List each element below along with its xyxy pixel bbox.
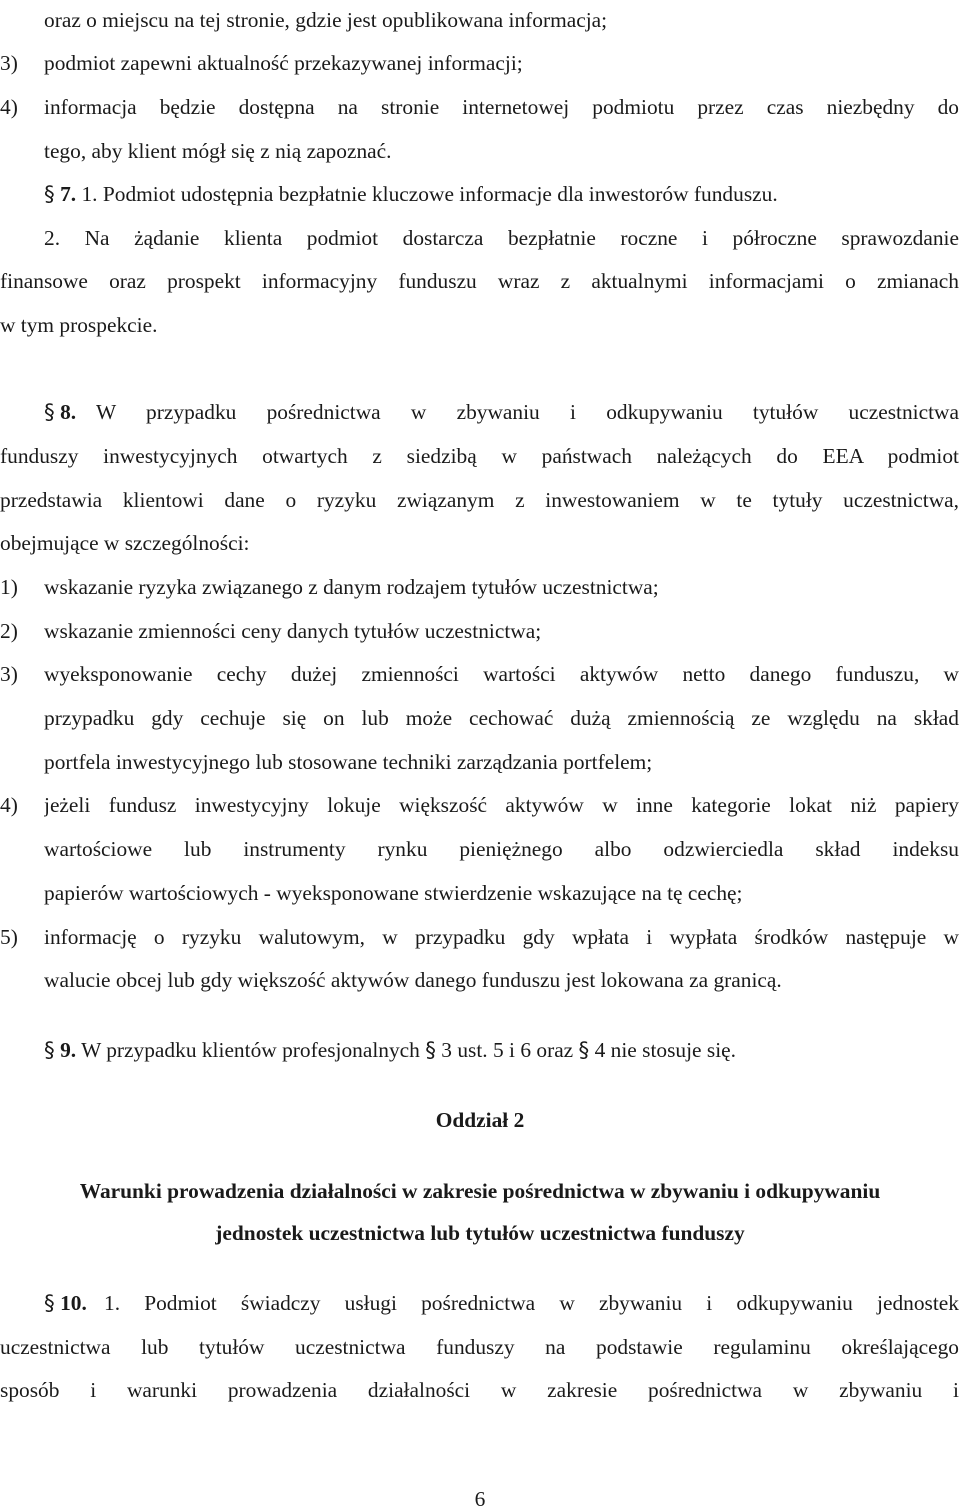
list-item-text: wskazanie ryzyka związanego z danym rodzajem tytułów uczestnictwa; xyxy=(44,575,659,599)
paragraph-text: 3 ust. 5 i 6 oraz xyxy=(441,1038,574,1062)
section-heading-8 xyxy=(44,399,76,425)
list-number: 5) xyxy=(0,925,18,949)
list-number: 4) xyxy=(0,95,18,119)
text-line: uczestnictwa lub tytułów uczestnictwa funduszy na podstawie regulaminu określającego xyxy=(0,1335,959,1359)
section-number: 7. xyxy=(60,182,77,206)
paragraph-text: 4 nie stosuje się. xyxy=(594,1038,737,1062)
text-line: sposób i warunki prowadzenia działalności w zakresie pośrednictwa w zbywaniu i xyxy=(0,1378,959,1402)
text-line: obejmujące w szczególności: xyxy=(0,531,250,555)
text-line: 1. Podmiot świadczy usługi pośrednictwa w zbywaniu i odkupywaniu jednostek xyxy=(104,1291,959,1315)
list-item-text: tego, aby klient mógł się z nią zapoznać. xyxy=(44,139,392,163)
list-item-text: jeżeli fundusz inwestycyjny lokuje większość aktywów w inne kategorie lokat niż papiery xyxy=(44,793,959,817)
text-line: 2. Na żądanie klienta podmiot dostarcza bezpłatnie roczne i półroczne sprawozdanie xyxy=(44,226,959,250)
list-item-text: walucie obcej lub gdy większość aktywów danego funduszu jest lokowana za granicą. xyxy=(44,968,782,992)
list-item-text: portfela inwestycyjnego lub stosowane techniki zarządzania portfelem; xyxy=(44,750,653,774)
section-heading-10 xyxy=(44,1290,87,1316)
section-sign-icon: § xyxy=(44,182,55,207)
section-number: 9. xyxy=(60,1038,77,1062)
section-sign-icon: § xyxy=(44,1291,55,1316)
list-item-text: informację o ryzyku walutowym, w przypadku gdy wpłata i wypłata środków następuje w xyxy=(44,925,959,949)
section-sign-icon: § xyxy=(44,400,55,425)
paragraph-7-line1 xyxy=(44,181,778,207)
paragraph-text: W przypadku klientów profesjonalnych xyxy=(81,1038,420,1062)
text-line: w tym prospekcie. xyxy=(0,313,158,337)
list-number: 1) xyxy=(0,575,18,599)
list-item-text: wyeksponowanie cechy dużej zmienności wartości aktywów netto danego funduszu, w xyxy=(44,662,959,686)
list-number: 2) xyxy=(0,619,18,643)
section-number: 8. xyxy=(60,400,77,424)
page-number: 6 xyxy=(474,1487,486,1511)
text-line: funduszy inwestycyjnych otwartych z siedzibą w państwach należących do EEA podmiot xyxy=(0,444,959,468)
list-item-text: informacja będzie dostępna na stronie internetowej podmiotu przez czas niezbędny do xyxy=(44,95,959,119)
paragraph-9 xyxy=(44,1037,736,1063)
list-number: 3) xyxy=(0,51,18,75)
section-sign-icon: § xyxy=(425,1038,436,1063)
text-line: W przypadku pośrednictwa w zbywaniu i odkupywaniu tytułów uczestnictwa xyxy=(96,400,959,424)
division-subtitle-line1: Warunki prowadzenia działalności w zakresie pośrednictwa w zbywaniu i odkupywaniu xyxy=(79,1179,881,1203)
paragraph-text: 1. Podmiot udostępnia bezpłatnie kluczowe informacje dla inwestorów funduszu. xyxy=(81,182,778,206)
list-item-text: przypadku gdy cechuje się on lub może cechować dużą zmiennością ze względu na skład xyxy=(44,706,959,730)
division-title: Oddział 2 xyxy=(435,1108,525,1132)
text-line: finansowe oraz prospekt informacyjny funduszu wraz z aktualnymi informacjami o zmianach xyxy=(0,269,959,293)
text-line: oraz o miejscu na tej stronie, gdzie jest opublikowana informacja; xyxy=(44,8,608,32)
division-subtitle-line2: jednostek uczestnictwa lub tytułów uczestnictwa funduszy xyxy=(215,1221,745,1245)
section-number: 10. xyxy=(60,1291,87,1315)
list-item-text: wskazanie zmienności ceny danych tytułów uczestnictwa; xyxy=(44,619,542,643)
section-sign-icon: § xyxy=(44,1038,55,1063)
list-item xyxy=(0,50,18,76)
list-number: 3) xyxy=(0,662,18,686)
section-sign-icon: § xyxy=(578,1038,590,1063)
text-line: przedstawia klientowi dane o ryzyku związanym z inwestowaniem w te tytuły uczestnictwa, xyxy=(0,488,959,512)
list-item-text: papierów wartościowych - wyeksponowane stwierdzenie wskazujące na tę cechę; xyxy=(44,881,743,905)
list-item-text: podmiot zapewni aktualność przekazywanej informacji; xyxy=(44,51,523,75)
list-item-text: wartościowe lub instrumenty rynku pieniężnego albo odzwierciedla skład indeksu xyxy=(44,837,959,861)
list-number: 4) xyxy=(0,793,18,817)
